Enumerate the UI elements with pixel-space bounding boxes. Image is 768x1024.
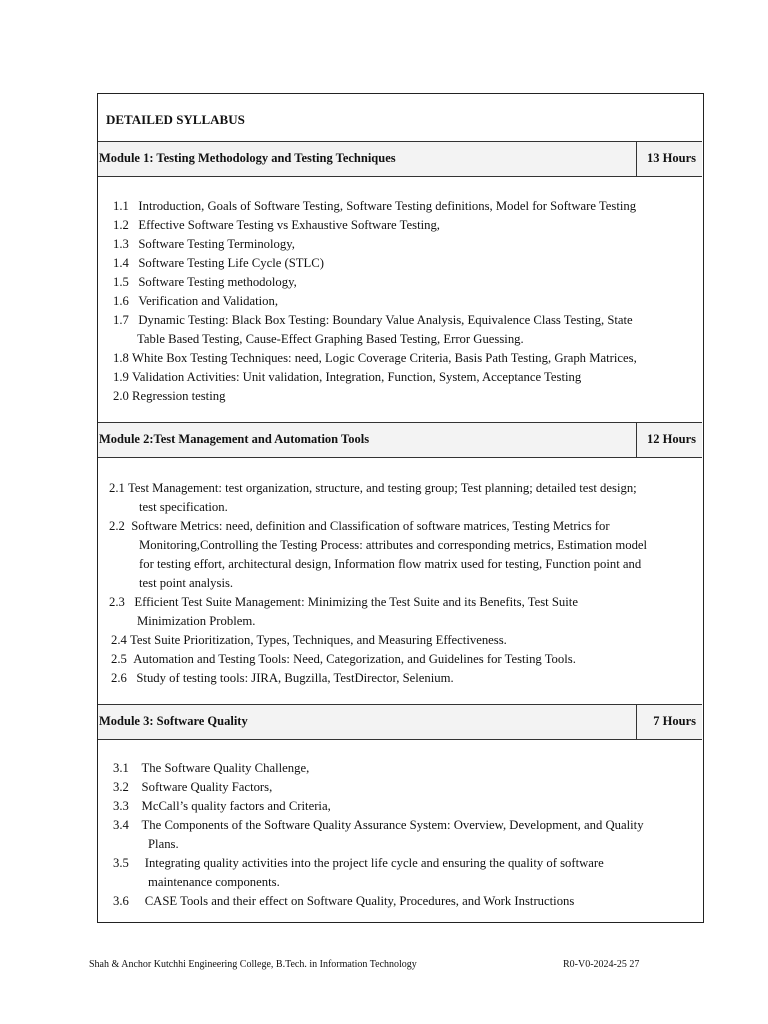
list-item [109, 479, 637, 498]
list-item [113, 892, 574, 911]
list-item [113, 216, 440, 235]
item-number: 2.2 [109, 519, 125, 533]
item-continuation: Table Based Testing, Cause-Effect Graphing Based Testing, Error Guessing. [137, 332, 524, 346]
list-item [113, 797, 331, 816]
item-number: 1.5 [113, 275, 129, 289]
item-text: Test Suite Prioritization, Types, Techniques, and Measuring Effectiveness. [130, 633, 507, 647]
list-item [109, 517, 610, 536]
item-number: 2.1 [109, 481, 125, 495]
list-item [113, 387, 225, 406]
item-continuation: for testing effort, architectural design, Information flow matrix used for testing, Function point and [139, 557, 642, 571]
item-text: Automation and Testing Tools: Need, Categorization, and Guidelines for Testing Tools. [133, 652, 576, 666]
item-number: 1.6 [113, 294, 129, 308]
list-item [113, 349, 637, 368]
item-continuation: Minimization Problem. [137, 614, 256, 628]
item-text: McCall’s quality factors and Criteria, [141, 799, 331, 813]
item-text: Test Management: test organization, structure, and testing group; Test planning; detailed test design; [128, 481, 637, 495]
list-item [111, 631, 507, 650]
list-item [113, 816, 644, 835]
item-continuation: test point analysis. [139, 576, 234, 590]
item-continuation: Plans. [148, 837, 179, 851]
module-3-title: Module 3: Software Quality [99, 714, 248, 728]
item-text: Introduction, Goals of Software Testing, Software Testing definitions, Model for Software Testing [138, 199, 637, 213]
item-number: 2.5 [111, 652, 127, 666]
module-3-header [98, 704, 702, 740]
item-text: White Box Testing Techniques: need, Logic Coverage Criteria, Basis Path Testing, Graph Matrices, [132, 351, 637, 365]
syllabus-box [97, 93, 704, 923]
item-text: CASE Tools and their effect on Software Quality, Procedures, and Work Instructions [144, 894, 575, 908]
item-number: 1.3 [113, 237, 129, 251]
list-item [109, 593, 578, 612]
item-text: Verification and Validation, [138, 294, 279, 308]
module-1-title: Module 1: Testing Methodology and Testing Techniques [99, 151, 396, 165]
item-text: The Software Quality Challenge, [141, 761, 310, 775]
item-text: Software Testing Life Cycle (STLC) [138, 256, 324, 270]
item-text: Regression testing [132, 389, 226, 403]
module-2-header [98, 422, 702, 458]
module-2-hours: 12 Hours [636, 423, 702, 457]
item-continuation: maintenance components. [148, 875, 280, 889]
item-number: 3.2 [113, 780, 129, 794]
item-number: 1.1 [113, 199, 129, 213]
list-item [113, 273, 297, 292]
item-continuation: test specification. [139, 500, 228, 514]
item-text: Software Metrics: need, definition and Classification of software matrices, Testing Metrics for [131, 519, 610, 533]
item-number: 1.8 [113, 351, 129, 365]
item-text: Software Quality Factors, [141, 780, 273, 794]
item-number: 3.3 [113, 799, 129, 813]
item-text: Study of testing tools: JIRA, Bugzilla, TestDirector, Selenium. [136, 671, 454, 685]
item-number: 1.4 [113, 256, 129, 270]
list-item [111, 650, 576, 669]
item-number: 2.3 [109, 595, 125, 609]
item-text: Dynamic Testing: Black Box Testing: Boundary Value Analysis, Equivalence Class Testing, State [138, 313, 633, 327]
module-1-header [98, 141, 702, 177]
item-number: 3.6 [113, 894, 129, 908]
list-item [113, 311, 633, 330]
list-item [113, 197, 636, 216]
list-item [113, 854, 604, 873]
section-heading: DETAILED SYLLABUS [106, 112, 245, 127]
list-item [113, 292, 278, 311]
item-number: 1.7 [113, 313, 129, 327]
item-number: 3.4 [113, 818, 129, 832]
item-number: 2.6 [111, 671, 127, 685]
item-text: Validation Activities: Unit validation, Integration, Function, System, Acceptance Testing [132, 370, 582, 384]
list-item [113, 778, 272, 797]
list-item [113, 759, 309, 778]
item-continuation: Monitoring,Controlling the Testing Process: attributes and corresponding metrics, Estimation model [139, 538, 648, 552]
list-item [113, 254, 324, 273]
item-text: Software Testing Terminology, [138, 237, 295, 251]
module-1-hours: 13 Hours [636, 142, 702, 176]
item-number: 1.9 [113, 370, 129, 384]
footer-page-info: R0-V0-2024-25 27 [563, 959, 640, 970]
item-text: Effective Software Testing vs Exhaustive Software Testing, [138, 218, 440, 232]
item-text: Efficient Test Suite Management: Minimizing the Test Suite and its Benefits, Test Suite [134, 595, 578, 609]
item-number: 3.1 [113, 761, 129, 775]
item-number: 1.2 [113, 218, 129, 232]
module-2-title: Module 2:Test Management and Automation Tools [99, 432, 370, 446]
list-item [111, 669, 454, 688]
list-item [113, 368, 581, 387]
item-number: 2.4 [111, 633, 127, 647]
item-text: Integrating quality activities into the project life cycle and ensuring the quality of software [144, 856, 604, 870]
item-number: 3.5 [113, 856, 129, 870]
item-text: The Components of the Software Quality Assurance System: Overview, Development, and Quality [141, 818, 644, 832]
item-text: Software Testing methodology, [138, 275, 297, 289]
module-3-hours: 7 Hours [636, 705, 702, 739]
list-item [113, 235, 295, 254]
item-number: 2.0 [113, 389, 129, 403]
footer-college: Shah & Anchor Kutchhi Engineering College, B.Tech. in Information Technology [89, 959, 417, 970]
